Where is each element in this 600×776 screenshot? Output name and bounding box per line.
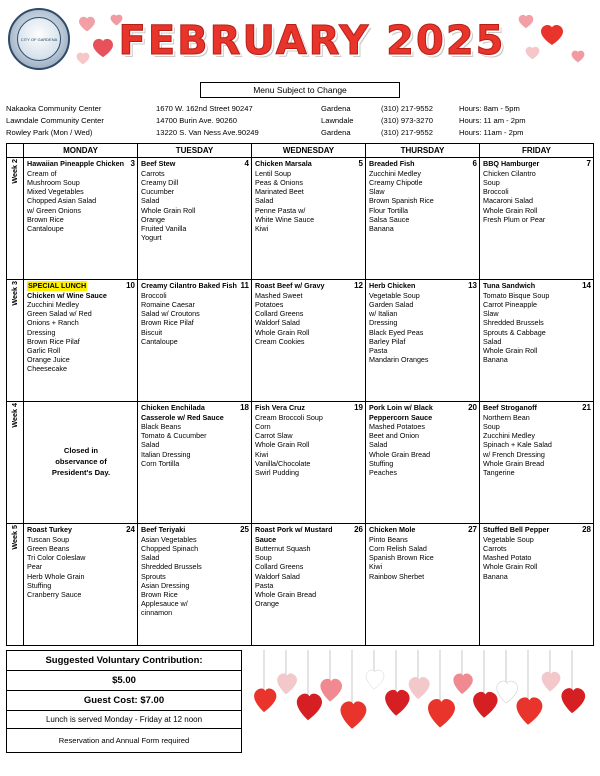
side-dish-item: Stuffing	[27, 580, 52, 590]
page-header	[6, 4, 594, 82]
side-dish-item: Zucchini Medley	[27, 299, 79, 309]
side-dish-item: w/ Green Onions	[27, 205, 81, 215]
side-dish-item: Biscuit	[141, 327, 163, 337]
location-hours: Hours: 11am - 2pm	[459, 128, 524, 138]
side-dish-item: Mandarin Oranges	[369, 355, 429, 365]
calendar-week-row	[7, 524, 594, 646]
city-seal-icon	[8, 8, 70, 70]
side-dish-item: Cucumber	[141, 187, 175, 197]
side-dish-item: Flour Tortilla	[369, 205, 409, 215]
menu-day-cell	[138, 524, 252, 646]
side-dishes-list	[483, 535, 591, 581]
side-dish-item: Slaw	[483, 309, 499, 319]
side-dish-item: Soup	[483, 421, 500, 431]
side-dishes-list	[369, 291, 477, 365]
side-dish-item: Sprouts	[141, 571, 166, 581]
side-dish-item: Carrots	[483, 543, 507, 553]
entree-name: Pork Loin w/ Black Peppercorn Sauce	[369, 403, 433, 422]
menu-day-cell	[252, 524, 366, 646]
week-label-text: Week 5	[10, 525, 19, 551]
side-dish-item: Applesauce w/	[141, 599, 188, 609]
side-dishes-list	[369, 422, 477, 477]
location-name: Lawndale Community Center	[6, 116, 104, 126]
holiday-closed-note: Closed in observance of President's Day.	[51, 446, 111, 477]
side-dish-item: Butternut Squash	[255, 543, 311, 553]
menu-day-cell	[138, 158, 252, 280]
menu-day-cell	[24, 524, 138, 646]
side-dish-item: Pinto Beans	[369, 534, 408, 544]
side-dish-item: Lentil Soup	[255, 168, 291, 178]
side-dish-item: Peaches	[369, 467, 397, 477]
day-number: 4	[244, 159, 249, 169]
entree-name: Stuffed Bell Pepper	[483, 525, 550, 535]
side-dish-item: Chopped Spinach	[141, 543, 199, 553]
page-title	[102, 10, 522, 72]
side-dish-item: Creamy Chipotle	[369, 177, 423, 187]
menu-day-cell	[480, 158, 594, 280]
side-dish-item: Marinated Beet	[255, 187, 304, 197]
heart-icon	[540, 24, 564, 46]
side-dish-item: Asian Dressing	[141, 580, 190, 590]
side-dish-item: Pasta	[369, 345, 388, 355]
heart-icon	[518, 14, 534, 29]
menu-day-cell	[252, 402, 366, 524]
weekday-header-monday: MONDAY	[24, 144, 138, 158]
side-dish-item: Black Beans	[141, 421, 181, 431]
side-dishes-list	[141, 422, 249, 468]
menu-day-cell	[24, 280, 138, 402]
location-phone: (310) 217-9552	[381, 104, 433, 113]
day-number: 14	[582, 281, 591, 291]
side-dish-item: Chopped Asian Salad	[27, 196, 97, 206]
side-dishes-list	[369, 535, 477, 581]
week-label-text: Week 4	[10, 403, 19, 429]
side-dish-item: Cantaloupe	[141, 336, 178, 346]
day-number: 3	[130, 159, 135, 169]
side-dish-item: Beet and Onion	[369, 431, 419, 441]
location-row	[6, 127, 594, 139]
side-dishes-list	[141, 535, 249, 618]
side-dish-item: Vanilla/Chocolate	[255, 458, 311, 468]
reservation-note: Reservation and Annual Form required	[58, 736, 190, 746]
side-dish-item: Northern Bean	[483, 412, 530, 422]
side-dish-item: Romaine Caesar	[141, 299, 195, 309]
week-label	[7, 280, 24, 402]
menu-day-cell	[366, 524, 480, 646]
side-dish-item: Fruited Vanilla	[141, 223, 187, 233]
entree-name: Roast Beef w/ Gravy	[255, 281, 325, 291]
side-dish-item: Orange	[255, 599, 279, 609]
menu-day-cell	[366, 158, 480, 280]
side-dishes-list	[27, 300, 135, 374]
side-dish-item: Waldorf Salad	[255, 318, 300, 328]
side-dish-item: Brown Spanish Rice	[369, 196, 434, 206]
location-phone: (310) 217-9552	[381, 128, 433, 138]
side-dish-item: Barley Pilaf	[369, 336, 406, 346]
side-dish-item: Kiwi	[369, 562, 383, 572]
location-address: 13220 S. Van Ness Ave.90249	[156, 128, 259, 138]
side-dish-item: Vegetable Soup	[483, 534, 534, 544]
day-number: 6	[472, 159, 477, 169]
contribution-label: Suggested Voluntary Contribution:	[7, 651, 241, 671]
menu-day-cell	[24, 402, 138, 524]
week-label	[7, 158, 24, 280]
side-dish-item: Salad	[141, 196, 160, 206]
week-col-header	[7, 144, 24, 158]
location-row	[6, 115, 594, 127]
side-dish-item: w/ French Dressing	[483, 449, 545, 459]
side-dish-item: Cheesecake	[27, 364, 67, 374]
side-dish-item: Soup	[483, 177, 500, 187]
menu-subject-note: Menu Subject to Change	[200, 82, 400, 98]
day-number: 19	[354, 403, 363, 413]
side-dish-item: Swirl Pudding	[255, 467, 299, 477]
location-row	[6, 103, 594, 115]
side-dish-item: Vegetable Soup	[369, 290, 420, 300]
day-number: 24	[126, 525, 135, 535]
side-dish-item: Collard Greens	[255, 562, 304, 572]
side-dish-item: Asian Vegetables	[141, 534, 197, 544]
weekday-header-tuesday: TUESDAY	[138, 144, 252, 158]
location-city: Gardena	[321, 128, 351, 138]
side-dish-item: Brown Rice Pilaf	[27, 336, 80, 346]
contribution-amount: $5.00	[7, 671, 241, 691]
side-dish-item: Banana	[483, 571, 508, 581]
side-dish-item: Macaroni Salad	[483, 196, 533, 206]
side-dish-item: Broccoli	[141, 290, 167, 300]
side-dish-item: Green Beans	[27, 543, 70, 553]
page-footer	[6, 650, 594, 760]
entree-name: Roast Pork w/ Mustard Sauce	[255, 525, 333, 544]
heart-icon	[571, 50, 585, 63]
entree-name: BBQ Hamburger	[483, 159, 540, 169]
side-dish-item: Corn Tortilla	[141, 458, 180, 468]
side-dish-item: Whole Grain Roll	[141, 205, 196, 215]
side-dish-item: Tangerine	[483, 467, 515, 477]
calendar-body	[7, 158, 594, 646]
day-number: 21	[582, 403, 591, 413]
side-dish-item: Garlic Roll	[27, 345, 61, 355]
side-dish-item: Cream of	[27, 168, 57, 178]
weekday-header-thursday: THURSDAY	[366, 144, 480, 158]
day-number: 11	[240, 281, 249, 291]
side-dish-item: Mashed Potatoes	[369, 421, 425, 431]
side-dish-item: Creamy Dill	[141, 177, 179, 187]
menu-day-cell	[24, 158, 138, 280]
heart-icon	[76, 52, 90, 65]
side-dish-item: Salsa Sauce	[369, 214, 410, 224]
weekday-header-friday: FRIDAY	[480, 144, 594, 158]
side-dish-item: Tomato & Cucumber	[141, 431, 207, 441]
location-city: Lawndale	[321, 116, 354, 126]
side-dish-item: Whole Grain Bread	[255, 589, 317, 599]
side-dish-item: Waldorf Salad	[255, 571, 300, 581]
side-dishes-list	[369, 169, 477, 234]
side-dish-item: Salad	[141, 440, 160, 450]
side-dishes-list	[27, 535, 135, 600]
entree-name: Fish Vera Cruz	[255, 403, 305, 413]
side-dish-item: Spanish Brown Rice	[369, 553, 434, 563]
side-dishes-list	[255, 169, 363, 234]
side-dish-item: Banana	[369, 223, 394, 233]
side-dish-item: Green Salad w/ Red	[27, 309, 92, 319]
side-dish-item: Salad	[255, 196, 274, 206]
side-dish-item: Banana	[483, 355, 508, 365]
side-dishes-list	[255, 544, 363, 609]
side-dish-item: Rainbow Sherbet	[369, 571, 425, 581]
entree-name: Tuna Sandwich	[483, 281, 536, 291]
location-name: Nakaoka Community Center	[6, 104, 102, 113]
side-dish-item: Penne Pasta w/	[255, 205, 306, 215]
side-dish-item: Whole Grain Roll	[483, 345, 538, 355]
side-dishes-list	[483, 413, 591, 478]
side-dish-item: Kiwi	[255, 449, 269, 459]
side-dish-item: Dressing	[369, 318, 398, 328]
side-dish-item: Zucchini Medley	[483, 431, 535, 441]
side-dish-item: Yogurt	[141, 233, 162, 243]
heart-icon	[78, 16, 96, 32]
side-dishes-list	[483, 169, 591, 224]
side-dish-item: Mashed Potato	[483, 553, 532, 563]
side-dish-item: Carrots	[141, 168, 165, 178]
side-dish-item: Corn	[255, 421, 271, 431]
side-dish-item: Orange	[141, 214, 165, 224]
side-dish-item: Zucchini Medley	[369, 168, 421, 178]
side-dish-item: Cranberry Sauce	[27, 589, 82, 599]
day-number: 18	[240, 403, 249, 413]
side-dishes-list	[255, 291, 363, 346]
side-dish-item: Orange Juice	[27, 355, 70, 365]
side-dish-item: Fresh Plum or Pear	[483, 214, 546, 224]
menu-calendar	[6, 143, 594, 646]
calendar-week-row	[7, 158, 594, 280]
calendar-week-row	[7, 280, 594, 402]
side-dish-item: Mashed Sweet	[255, 290, 303, 300]
side-dish-item: Cream Broccoli Soup	[255, 412, 323, 422]
menu-day-cell	[366, 402, 480, 524]
entree-name: Beef Teriyaki	[141, 525, 186, 535]
side-dish-item: Broccoli	[483, 187, 509, 197]
week-label-text: Week 2	[10, 159, 19, 185]
calendar-week-row	[7, 402, 594, 524]
day-number: 26	[354, 525, 363, 535]
side-dish-item: Brown Rice Pilaf	[141, 318, 194, 328]
entree-name: Creamy Cilantro Baked Fish	[141, 281, 237, 291]
side-dish-item: Cream Cookies	[255, 336, 305, 346]
entree-name: Beef Stroganoff	[483, 403, 537, 413]
menu-day-cell	[252, 280, 366, 402]
side-dish-item: White Wine Sauce	[255, 214, 315, 224]
day-number: 5	[358, 159, 363, 169]
side-dish-item: Soup	[255, 553, 272, 563]
heart-icon	[525, 46, 540, 60]
entree-name: Chicken w/ Wine Sauce	[27, 290, 107, 300]
entree-name: Hawaiian Pineapple Chicken	[27, 159, 125, 169]
menu-day-cell	[480, 402, 594, 524]
guest-cost: Guest Cost: $7.00	[7, 691, 241, 711]
side-dish-item: w/ Italian	[369, 309, 398, 319]
location-hours: Hours: 11 am - 2pm	[459, 116, 526, 126]
side-dish-item: Sprouts & Cabbage	[483, 327, 546, 337]
calendar-header-row	[7, 144, 594, 158]
day-number: 20	[468, 403, 477, 413]
side-dish-item: Whole Grain Bread	[483, 458, 545, 468]
city-seal-text: CITY OF GARDENA	[20, 36, 58, 42]
side-dish-item: Salad	[141, 553, 160, 563]
location-phone: (310) 973-3270	[381, 116, 433, 126]
side-dish-item: Italian Dressing	[141, 449, 191, 459]
entree-name: Herb Chicken	[369, 281, 416, 291]
side-dish-item: Whole Grain Roll	[483, 562, 538, 572]
side-dishes-list	[141, 291, 249, 346]
weekday-header-wednesday: WEDNESDAY	[252, 144, 366, 158]
special-lunch-badge: SPECIAL LUNCH	[28, 281, 87, 291]
side-dish-item: Whole Grain Bread	[369, 449, 431, 459]
side-dishes-list	[141, 169, 249, 243]
side-dish-item: Mushroom Soup	[27, 177, 80, 187]
side-dish-item: Shredded Brussels	[483, 318, 544, 328]
side-dish-item: Garden Salad	[369, 299, 414, 309]
locations-info	[6, 103, 594, 139]
side-dish-item: Tuscan Soup	[27, 534, 70, 544]
side-dish-item: Brown Rice	[27, 214, 64, 224]
menu-day-cell	[138, 402, 252, 524]
side-dish-item: Stuffing	[369, 458, 394, 468]
side-dish-item: Mixed Vegetables	[27, 187, 84, 197]
side-dish-item: Collard Greens	[255, 309, 304, 319]
day-number: 10	[126, 281, 135, 291]
entree-name: Chicken Marsala	[255, 159, 312, 169]
city-seal-inner	[17, 17, 61, 61]
side-dish-item: Corn Relish Salad	[369, 543, 427, 553]
menu-day-cell	[138, 280, 252, 402]
entree-name: Chicken Mole	[369, 525, 416, 535]
side-dish-item: Slaw	[369, 187, 385, 197]
day-number: 13	[468, 281, 477, 291]
side-dish-item: Whole Grain Roll	[483, 205, 538, 215]
side-dishes-list	[255, 413, 363, 478]
side-dish-item: Herb Whole Grain	[27, 571, 85, 581]
week-label-text: Week 3	[10, 281, 19, 307]
side-dishes-list	[483, 291, 591, 365]
entree-name: Roast Turkey	[27, 525, 73, 535]
side-dish-item: Cantaloupe	[27, 223, 64, 233]
location-hours: Hours: 8am - 5pm	[459, 104, 520, 113]
side-dish-item: Pasta	[255, 580, 274, 590]
side-dish-item: Tomato Bisque Soup	[483, 290, 550, 300]
menu-day-cell	[480, 524, 594, 646]
month-year-title: FEBRUARY 2025	[118, 18, 506, 64]
location-name: Rowley Park (Mon / Wed)	[6, 128, 93, 138]
contribution-box	[6, 650, 242, 753]
side-dish-item: Potatoes	[255, 299, 284, 309]
location-address: 1670 W. 162nd Street 90247	[156, 104, 253, 113]
location-address: 14700 Burin Ave. 90260	[156, 116, 237, 126]
side-dish-item: cinnamon	[141, 608, 173, 618]
entree-name: Beef Stew	[141, 159, 176, 169]
entree-name: Chicken Enchilada Casserole w/ Red Sauce	[141, 403, 224, 422]
side-dish-item: Whole Grain Roll	[255, 327, 310, 337]
side-dish-item: Black Eyed Peas	[369, 327, 424, 337]
side-dish-item: Peas & Onions	[255, 177, 303, 187]
day-number: 27	[468, 525, 477, 535]
location-city: Gardena	[321, 104, 351, 113]
side-dish-item: Brown Rice	[141, 589, 178, 599]
week-label	[7, 402, 24, 524]
side-dish-item: Onions + Ranch	[27, 318, 79, 328]
side-dish-item: Salad w/ Croutons	[141, 309, 200, 319]
side-dish-item: Tri Color Coleslaw	[27, 553, 86, 563]
side-dish-item: Carrot Slaw	[255, 431, 293, 441]
menu-day-cell	[252, 158, 366, 280]
heart-balloons-decoration	[246, 650, 596, 758]
side-dish-item: Carrot Pineapple	[483, 299, 537, 309]
menu-day-cell	[480, 280, 594, 402]
side-dish-item: Kiwi	[255, 223, 269, 233]
side-dishes-list	[27, 169, 135, 234]
day-number: 25	[240, 525, 249, 535]
side-dish-item: Pear	[27, 562, 43, 572]
side-dish-item: Salad	[483, 336, 502, 346]
lunch-time-note: Lunch is served Monday - Friday at 12 noon	[7, 711, 241, 729]
day-number: 7	[586, 159, 591, 169]
day-number: 12	[354, 281, 363, 291]
entree-name: Breaded Fish	[369, 159, 415, 169]
side-dish-item: Spinach + Kale Salad	[483, 440, 552, 450]
side-dish-item: Chicken Cilantro	[483, 168, 536, 178]
week-label	[7, 524, 24, 646]
side-dish-item: Salad	[369, 440, 388, 450]
side-dish-item: Whole Grain Roll	[255, 440, 310, 450]
side-dish-item: Shredded Brussels	[141, 562, 202, 572]
side-dish-item: Dressing	[27, 327, 56, 337]
menu-day-cell	[366, 280, 480, 402]
day-number: 28	[582, 525, 591, 535]
